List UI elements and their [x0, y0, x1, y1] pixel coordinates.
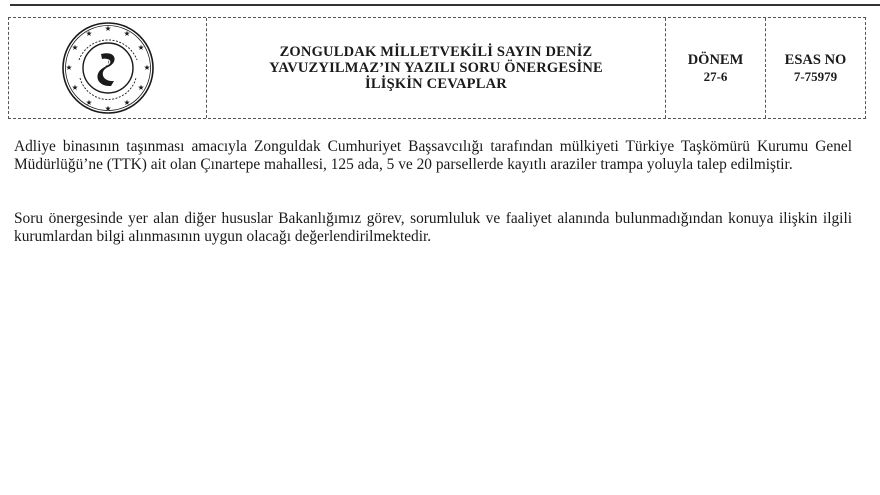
document-title	[269, 44, 603, 92]
header-donem-cell	[665, 18, 765, 118]
svg-text:★: ★	[137, 83, 144, 92]
svg-text:★: ★	[85, 29, 92, 38]
answer-paragraph: Soru önergesinde yer alan diğer hususlar Bakanlığımız görev, sorumluluk ve faaliyet alanında bulunmadığından konuya ilişkin ilgili kurumlardan bilgi alınmasının uygun olacağı değerlendirilmektedir.	[14, 210, 852, 245]
title-line: ZONGULDAK MİLLETVEKİLİ SAYIN DENİZ	[279, 44, 593, 60]
svg-text:★: ★	[123, 29, 130, 38]
donem-label: DÖNEM	[687, 51, 744, 68]
top-rule	[10, 4, 880, 6]
answer-paragraph: Adliye binasının taşınması amacıyla Zonguldak Cumhuriyet Başsavcılığı tarafından mülkiyeti Türkiye Taşkömürü Kurumu Genel Müdürlüğü’ne (TTK) ait olan Çınartepe mahallesi, 125 ada, 5 ve 20 parsellerde kayıtlı araziler trampa yoluyla talep edilmiştir.	[14, 138, 852, 173]
ministry-seal-icon	[58, 20, 158, 116]
svg-text:★: ★	[104, 104, 111, 113]
svg-text:★: ★	[65, 63, 72, 72]
document-header	[8, 17, 866, 119]
header-esas-cell	[765, 18, 865, 118]
donem-value: 27-6	[703, 68, 728, 84]
svg-text:★: ★	[71, 83, 78, 92]
esas-no-value: 7-75979	[793, 68, 838, 84]
svg-text:★: ★	[137, 43, 144, 52]
title-line: YAVUZYILMAZ’IN YAZILI SORU ÖNERGESİNE	[269, 60, 603, 76]
header-title-cell	[206, 18, 665, 118]
svg-text:★: ★	[71, 43, 78, 52]
svg-text:★: ★	[143, 63, 150, 72]
svg-text:★: ★	[85, 98, 92, 107]
svg-text:★: ★	[104, 24, 111, 33]
esas-no-label: ESAS NO	[784, 51, 847, 68]
title-line: İLİŞKİN CEVAPLAR	[365, 76, 507, 92]
header-logo-cell	[9, 18, 206, 118]
svg-text:★: ★	[123, 98, 130, 107]
